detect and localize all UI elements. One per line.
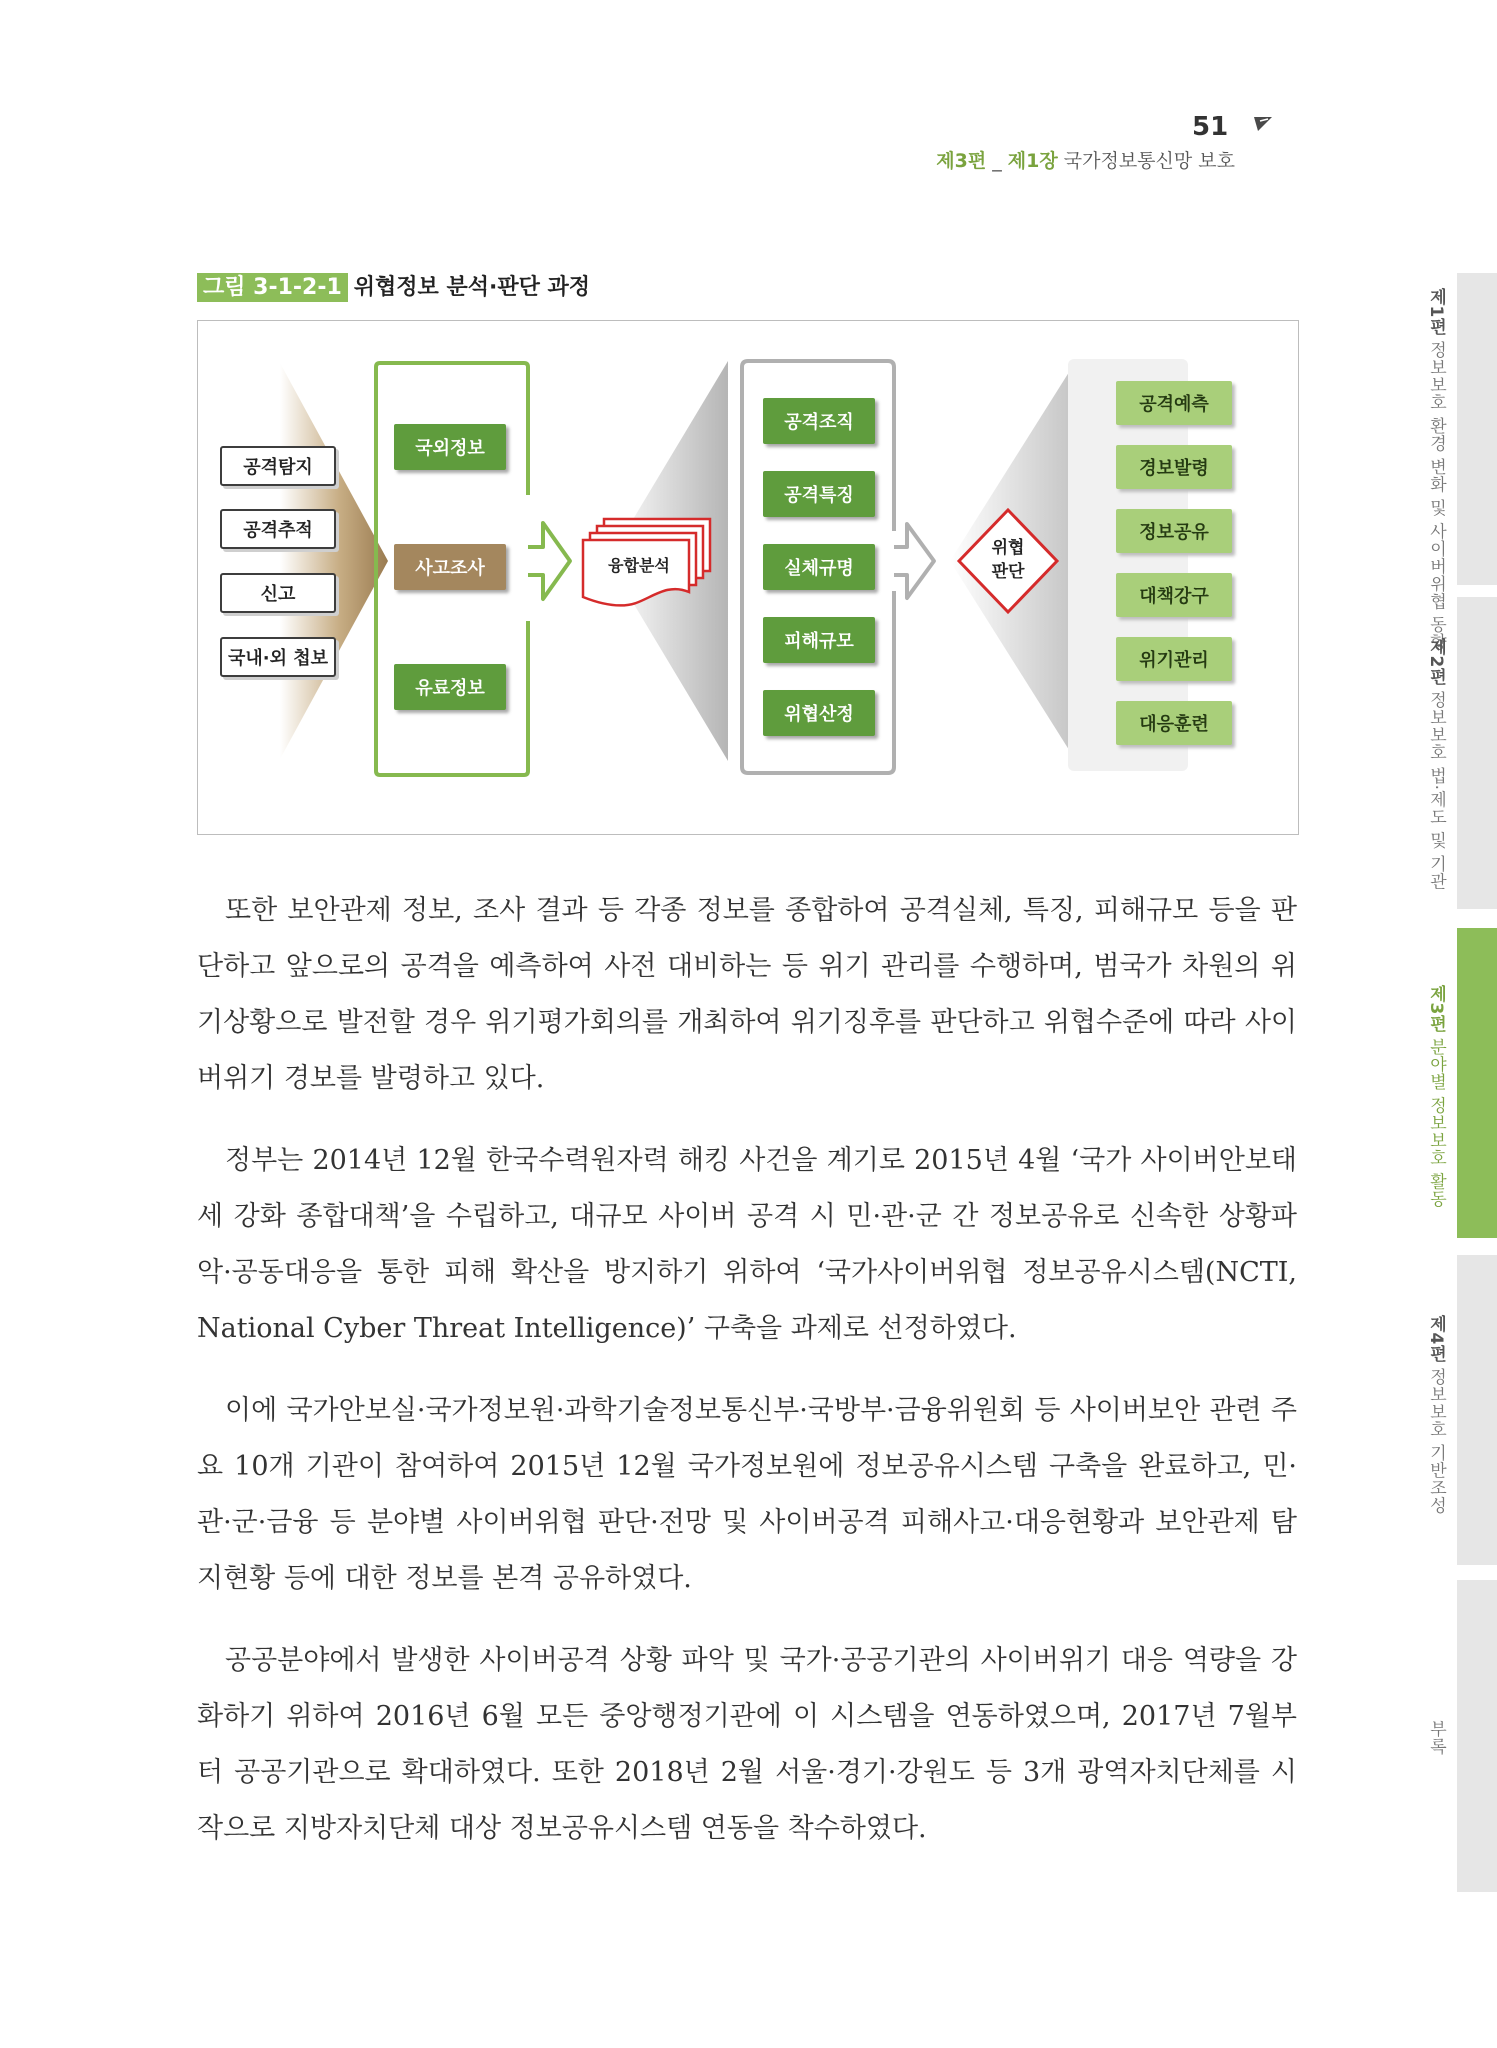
intel-incident-investigation: 사고조사	[394, 544, 506, 590]
side-tab-part3[interactable]	[1457, 928, 1497, 1238]
body-paragraph-1: 또한 보안관제 정보, 조사 결과 등 각종 정보를 종합하여 공격실체, 특징, 피해규모 등을 판단하고 앞으로의 공격을 예측하여 사전 대비하는 등 위기 관리를 수행하며, 범국가 차원의 위기상황으로 발전할 경우 위기평가회의를 개최하여 위기징후를 판단하고 위협수준에 따라 사이버위기 경보를 발령하고 있다.	[197, 895, 1297, 1094]
page-number: 51	[1192, 112, 1229, 142]
output-info-sharing: 정보공유	[1116, 509, 1232, 553]
side-tab-part2-number: 제2편	[1426, 638, 1446, 686]
side-tab-part4-title: 정보보호 기반조성	[1426, 1368, 1446, 1515]
figure-label: 그림 3-1-2-1	[197, 273, 348, 302]
running-head-part: 제3편	[936, 150, 987, 172]
body-paragraph-3: 이에 국가안보실·국가정보원·과학기술정보통신부·국방부·금융위원회 등 사이버보안 관련 주요 10개 기관이 참여하여 2015년 12월 국가정보원에 정보공유시스템 구축을 완료하고, 민·관·군·금융 등 분야별 사이버위협 판단·전망 및 사이버공격 피해사고·대응현황과 보안관제 탐지현황 등에 대한 정보를 본격 공유하였다.	[197, 1395, 1297, 1594]
running-head-chapter-title: 국가정보통신망 보호	[1063, 150, 1235, 172]
side-tab-part3-number: 제3편	[1426, 985, 1446, 1033]
judgment-label	[978, 536, 1038, 584]
side-tab-label-part2	[1424, 638, 1449, 890]
figure-title: 위협정보 분석·판단 과정	[353, 275, 590, 300]
body-paragraph-4: 공공분야에서 발생한 사이버공격 상황 파악 및 국가·공공기관의 사이버위기 대응 역량을 강화하기 위하여 2016년 6월 모든 중앙행정기관에 이 시스템을 연동하였으며, 2017년 7월부터 공공기관으로 확대하였다. 또한 2018년 2월 서울·경기·강원도 등 3개 광역자치단체를 시작으로 지방자치단체 대상 정보공유시스템 연동을 착수하였다.	[197, 1645, 1297, 1844]
analysis-threat-estimation: 위협산정	[763, 690, 875, 736]
output-alert-issuance: 경보발령	[1116, 445, 1232, 489]
running-head-separator: _	[992, 150, 1002, 172]
side-tab-part2-title: 정보보호 법·제도 및 기관	[1426, 691, 1446, 890]
analysis-attack-organization: 공격조직	[763, 398, 875, 444]
side-tab-appendix[interactable]	[1457, 1580, 1497, 1892]
side-tab-label-part3	[1424, 985, 1449, 1208]
source-funnel-shape	[280, 363, 388, 759]
figure-caption	[197, 270, 590, 301]
source-report: 신고	[220, 573, 336, 613]
threat-analysis-diagram	[197, 320, 1299, 835]
side-tab-part1[interactable]	[1457, 273, 1497, 585]
output-response-training: 대응훈련	[1116, 701, 1232, 745]
running-head-chapter-prefix: 제1장	[1007, 150, 1058, 172]
analysis-entity-identification: 실체규명	[763, 544, 875, 590]
side-tab-appendix-title: 부록	[1426, 1720, 1446, 1755]
intel-paid: 유료정보	[394, 664, 506, 710]
source-attack-detection: 공격탐지	[220, 446, 336, 486]
output-attack-prediction: 공격예측	[1116, 381, 1232, 425]
source-intelligence: 국내·외 첩보	[220, 637, 336, 677]
side-tab-part1-title: 정보보호 환경 변화 및 사이버위협 동향	[1426, 341, 1446, 651]
body-paragraph-2: 정부는 2014년 12월 한국수력원자력 해킹 사건을 계기로 2015년 4월 ‘국가 사이버안보태세 강화 종합대책’을 수립하고, 대규모 사이버 공격 시 민·관·군 간 정보공유로 신속한 상황파악·공동대응을 통한 피해 확산을 방지하기 위하여 ‘국가사이버위협 정보공유시스템(NCTI, National Cyber Threat Intelligence)’ 구축을 과제로 선정하였다.	[197, 1145, 1297, 1344]
side-tab-part4[interactable]	[1457, 1255, 1497, 1565]
analysis-output-arrow-icon	[894, 524, 934, 598]
side-tab-part2[interactable]	[1457, 597, 1497, 909]
source-attack-tracking: 공격추적	[220, 509, 336, 549]
intel-output-arrow-icon	[528, 523, 570, 599]
output-crisis-management: 위기관리	[1116, 637, 1232, 681]
side-tab-label-appendix	[1424, 1720, 1449, 1755]
side-tab-label-part4	[1424, 1315, 1449, 1514]
page-corner-mark-icon	[1252, 115, 1274, 135]
side-tab-part1-number: 제1편	[1426, 288, 1446, 336]
intel-foreign: 국외정보	[394, 424, 506, 470]
judgment-label-line2: 판단	[991, 562, 1025, 582]
analysis-damage-scale: 피해규모	[763, 617, 875, 663]
output-countermeasures: 대책강구	[1116, 573, 1232, 617]
fusion-analysis-label: 융합분석	[608, 556, 670, 575]
side-tab-part3-title: 분야별 정보보호 활동	[1426, 1038, 1446, 1208]
side-tab-label-part1	[1424, 288, 1449, 651]
analysis-attack-characteristics: 공격특징	[763, 471, 875, 517]
side-tab-part4-number: 제4편	[1426, 1315, 1446, 1363]
judgment-label-line1: 위협	[991, 538, 1025, 558]
running-head	[936, 146, 1235, 173]
